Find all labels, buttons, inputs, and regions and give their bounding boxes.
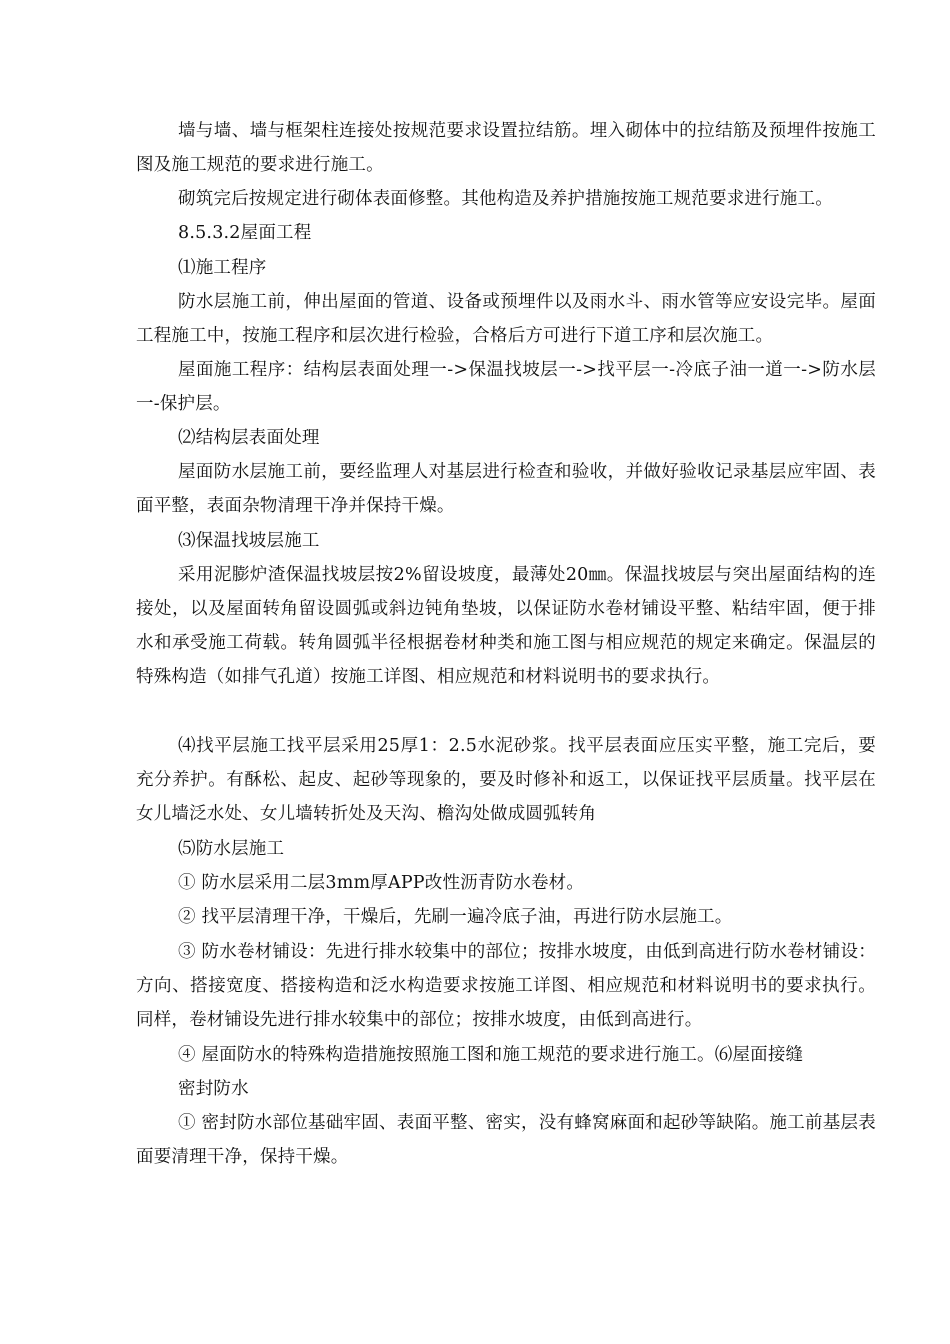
- list-item-waterproof-1: ① 防水层采用二层3mm厚APP改性沥青防水卷材。: [178, 873, 585, 893]
- paragraph-wall-tie-bars: 墙与墙、墙与框架柱连接处按规范要求设置拉结筋。埋入砌体中的拉结筋及预埋件按施工图及施工规范的要求进行施工。: [136, 121, 876, 175]
- paragraph-insulation-slope: 采用泥膨炉渣保温找坡层按2%留设坡度，最薄处20㎜。保温找坡层与突出屋面结构的连接处，以及屋面转角留设圆弧或斜边钝角垫坡，以保证防水卷材铺设平整、粘结牢固，便于排水和承受施工荷载。转角圆弧半径根据卷材种类和施工图与相应规范的规定来确定。保温层的特殊构造（如排气孔道）按施工详图、相应规范和材料说明书的要求执行。: [136, 565, 876, 687]
- list-item-waterproof-3: ③ 防水卷材铺设：先进行排水较集中的部位；按排水坡度，由低到高进行防水卷材铺设：方向、搭接宽度、搭接构造和泛水构造要求按施工详图、相应规范和材料说明书的要求执行。同样，卷材铺设先进行排水较集中的部位；按排水坡度，由低到高进行。: [136, 942, 876, 1030]
- paragraph-roof-procedure: 屋面施工程序：结构层表面处理一->保温找坡层一->找平层一-冷底子油一道一->防水层一-保护层。: [136, 360, 876, 414]
- subheading-insulation-slope: ⑶保温找坡层施工: [178, 531, 320, 551]
- section-heading-roof-works: 8.5.3.2屋面工程: [178, 223, 312, 243]
- subheading-waterproof-layer: ⑸防水层施工: [178, 839, 285, 859]
- list-item-waterproof-2: ② 找平层清理干净，干燥后，先刷一遍冷底子油，再进行防水层施工。: [178, 907, 733, 927]
- subheading-seal-waterproof: 密封防水: [178, 1079, 249, 1099]
- list-item-waterproof-4: ④ 屋面防水的特殊构造措施按照施工图和施工规范的要求进行施工。⑹屋面接缝: [178, 1045, 804, 1065]
- subheading-construction-procedure: ⑴施工程序: [178, 258, 267, 278]
- paragraph-waterproof-prep: 防水层施工前，伸出屋面的管道、设备或预埋件以及雨水斗、雨水管等应安设完毕。屋面工程施工中，按施工程序和层次进行检验，合格后方可进行下道工序和层次施工。: [136, 292, 876, 346]
- subheading-structural-surface: ⑵结构层表面处理: [178, 428, 320, 448]
- paragraph-structural-surface: 屋面防水层施工前，要经监理人对基层进行检查和验收，并做好验收记录基层应牢固、表面平整，表面杂物清理干净并保持干燥。: [136, 462, 876, 516]
- list-item-seal-1: ① 密封防水部位基础牢固、表面平整、密实，没有蜂窝麻面和起砂等缺陷。施工前基层表面要清理干净，保持干燥。: [136, 1113, 876, 1167]
- paragraph-masonry-finish: 砌筑完后按规定进行砌体表面修整。其他构造及养护措施按施工规范要求进行施工。: [178, 189, 833, 209]
- paragraph-leveling-layer: ⑷找平层施工找平层采用25厚1：2.5水泥砂浆。找平层表面应压实平整，施工完后，要充分养护。有酥松、起皮、起砂等现象的，要及时修补和返工，以保证找平层质量。找平层在女儿墙泛水处、女儿墙转折处及天沟、檐沟处做成圆弧转角: [136, 736, 876, 824]
